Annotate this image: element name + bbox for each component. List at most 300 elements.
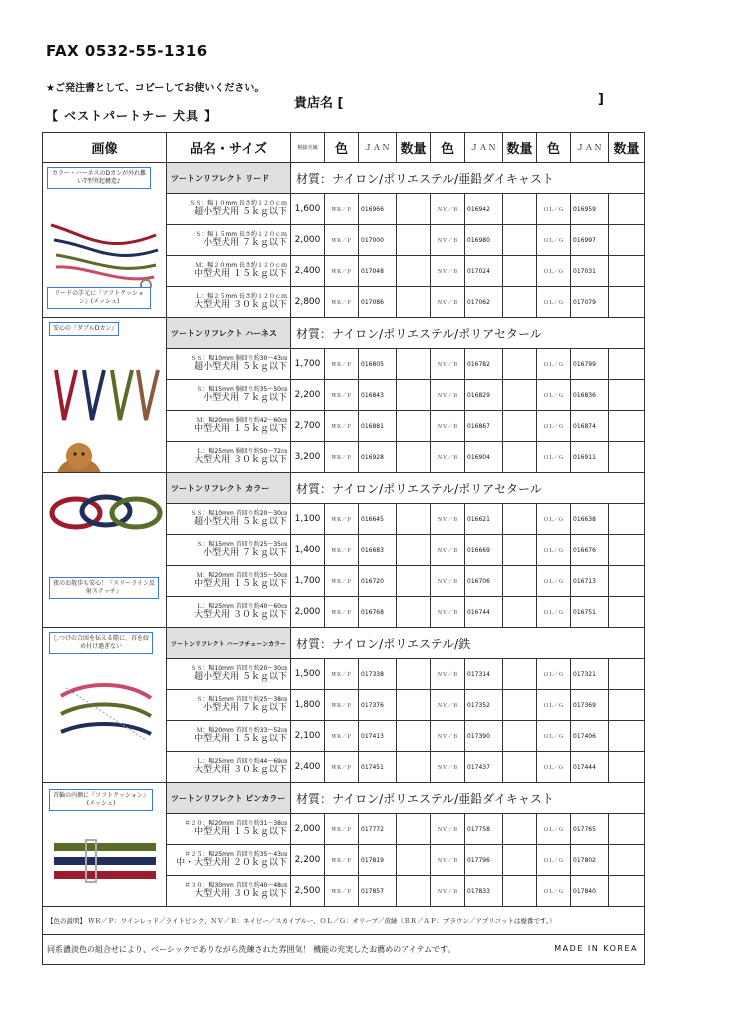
quantity-cell[interactable] <box>503 256 537 287</box>
quantity-cell[interactable] <box>503 380 537 411</box>
price-cell: 1,600 <box>291 194 325 225</box>
size-spec: Ｍ：幅２０mm 長さ約１２０ｃｍ <box>195 262 287 269</box>
product-material: 材質：ナイロン/ポリエステル/ポリアセタール <box>291 473 645 504</box>
price-cell: 2,000 <box>291 814 325 845</box>
size-cell <box>167 256 291 287</box>
quantity-cell[interactable] <box>503 876 537 907</box>
size-spec: ＳＳ：幅10mm 胴回り約30～43㎝ <box>190 355 287 362</box>
size-spec: Ｍ：幅20mm 胴回り約42～60㎝ <box>196 417 287 424</box>
jan-code-cell: 017413 <box>359 721 397 752</box>
product-material: 材質：ナイロン/ポリエステル/亜鉛ダイキャスト <box>291 163 645 194</box>
price-cell: 1,700 <box>291 566 325 597</box>
price-cell: 2,100 <box>291 721 325 752</box>
price-cell: 1,100 <box>291 504 325 535</box>
dog-size: 超小型犬用 ５ｋｇ以下 <box>194 362 287 373</box>
size-cell <box>167 225 291 256</box>
color-code-cell: ＮＶ／Ｂ <box>431 721 465 752</box>
size-cell <box>167 194 291 225</box>
col-image: 画像 <box>43 133 167 163</box>
size-cell <box>167 566 291 597</box>
quantity-cell[interactable] <box>503 411 537 442</box>
quantity-cell[interactable] <box>397 380 431 411</box>
jan-code-cell: 016744 <box>465 597 503 628</box>
dog-size: 中型犬用 １５ｋｇ以下 <box>194 269 287 280</box>
col-name-size: 品名・サイズ <box>167 133 291 163</box>
jan-code-cell: 016904 <box>465 442 503 473</box>
color-note: 【色の説明】 ＷＲ／Ｐ：ワインレッド／ライトピンク、ＮＶ／Ｂ：ネイビー／スカイブルー、ＯＬ／Ｇ：オリーブ／黄緑（ＢＲ／ＡＰ：ブラウン／アプリコットは廃番です。） <box>43 907 645 935</box>
col-qty-1: 数量 <box>397 133 431 163</box>
color-code-cell: ＯＬ／Ｇ <box>537 287 571 318</box>
price-cell: 1,500 <box>291 659 325 690</box>
price-cell: 1,700 <box>291 349 325 380</box>
jan-code-cell: 016676 <box>571 535 609 566</box>
quantity-cell[interactable] <box>397 814 431 845</box>
price-cell: 2,200 <box>291 380 325 411</box>
quantity-cell[interactable] <box>397 659 431 690</box>
color-code-cell: ＷＲ／Ｐ <box>325 690 359 721</box>
color-code-cell: ＮＶ／Ｂ <box>431 225 465 256</box>
jan-code-cell: 016751 <box>571 597 609 628</box>
jan-code-cell: 016713 <box>571 566 609 597</box>
jan-code-cell: 017796 <box>465 845 503 876</box>
col-jan-1: ＪＡＮ <box>359 133 397 163</box>
quantity-cell[interactable] <box>397 721 431 752</box>
color-code-cell: ＯＬ／Ｇ <box>537 380 571 411</box>
description-row <box>43 935 645 965</box>
jan-code-cell: 017079 <box>571 287 609 318</box>
jan-code-cell: 017000 <box>359 225 397 256</box>
color-code-cell: ＷＲ／Ｐ <box>325 349 359 380</box>
color-code-cell: ＷＲ／Ｐ <box>325 597 359 628</box>
price-cell: 2,200 <box>291 845 325 876</box>
jan-code-cell: 016669 <box>465 535 503 566</box>
jan-code-cell: 017833 <box>465 876 503 907</box>
product-image-cell <box>43 163 167 318</box>
jan-code-cell: 017444 <box>571 752 609 783</box>
product-image-cell <box>43 628 167 783</box>
quantity-cell[interactable] <box>609 690 645 721</box>
jan-code-cell: 016805 <box>359 349 397 380</box>
collar-product-image <box>46 483 164 543</box>
quantity-cell[interactable] <box>609 659 645 690</box>
quantity-cell[interactable] <box>397 845 431 876</box>
col-qty-2: 数量 <box>503 133 537 163</box>
quantity-cell[interactable] <box>397 225 431 256</box>
description-cell <box>43 935 645 965</box>
size-cell <box>167 442 291 473</box>
size-spec: ＃２５：幅25mm 首回り約35～43㎝ <box>184 851 287 858</box>
size-cell <box>167 597 291 628</box>
color-code-cell: ＯＬ／Ｇ <box>537 721 571 752</box>
color-code-cell: ＯＬ／Ｇ <box>537 814 571 845</box>
color-code-cell: ＮＶ／Ｂ <box>431 442 465 473</box>
jan-code-cell: 017390 <box>465 721 503 752</box>
color-code-cell: ＯＬ／Ｇ <box>537 752 571 783</box>
quantity-cell[interactable] <box>397 690 431 721</box>
color-code-cell: ＮＶ／Ｂ <box>431 287 465 318</box>
quantity-cell[interactable] <box>397 752 431 783</box>
product-caption: リードの手元に『ソフトクッション』(メッシュ) <box>47 287 151 309</box>
product-material: 材質：ナイロン/ポリエステル/亜鉛ダイキャスト <box>291 783 645 814</box>
col-color-1: 色 <box>325 133 359 163</box>
jan-code-cell: 017062 <box>465 287 503 318</box>
size-cell <box>167 349 291 380</box>
quantity-cell[interactable] <box>609 411 645 442</box>
jan-code-cell: 016997 <box>571 225 609 256</box>
product-caption: 安心の『ダブルDカン』 <box>49 322 119 336</box>
size-cell <box>167 535 291 566</box>
color-code-cell: ＯＬ／Ｇ <box>537 411 571 442</box>
quantity-cell[interactable] <box>397 411 431 442</box>
size-cell <box>167 380 291 411</box>
product-material: 材質：ナイロン/ポリエステル/鉄 <box>291 628 645 659</box>
size-spec: Ｓ：幅15mm 首回り約25～38㎝ <box>196 696 287 703</box>
jan-code-cell: 017765 <box>571 814 609 845</box>
color-code-cell: ＷＲ／Ｐ <box>325 659 359 690</box>
quantity-cell[interactable] <box>609 194 645 225</box>
quantity-cell[interactable] <box>609 721 645 752</box>
color-code-cell: ＷＲ／Ｐ <box>325 380 359 411</box>
product-caption: しつけの合図を伝える際に、首を絞め付け過ぎない <box>49 632 153 654</box>
size-spec: Ｓ：幅15mm 胴回り約35～50㎝ <box>196 386 287 393</box>
col-price: 税抜売価 <box>291 133 325 163</box>
jan-code-cell: 016706 <box>465 566 503 597</box>
dog-size: 小型犬用 ７ｋｇ以下 <box>203 703 287 714</box>
size-spec: Ｌ：幅２５mm 長さ約１２０ｃｍ <box>195 293 287 300</box>
jan-code-cell: 016836 <box>571 380 609 411</box>
size-spec: Ｌ：幅25mm 首回り約44～69㎝ <box>196 758 287 765</box>
half-chain-collar-image <box>46 676 164 746</box>
col-color-2: 色 <box>431 133 465 163</box>
product-name: ツートンリフレクト ハーフチェーンカラー <box>167 628 291 659</box>
quantity-cell[interactable] <box>503 659 537 690</box>
jan-code-cell: 016720 <box>359 566 397 597</box>
color-code-cell: ＯＬ／Ｇ <box>537 845 571 876</box>
product-name: ツートンリフレクト カラー <box>167 473 291 504</box>
color-code-cell: ＮＶ／Ｂ <box>431 597 465 628</box>
quantity-cell[interactable] <box>503 349 537 380</box>
jan-code-cell: 017802 <box>571 845 609 876</box>
quantity-cell[interactable] <box>503 535 537 566</box>
color-code-cell: ＮＶ／Ｂ <box>431 380 465 411</box>
jan-code-cell: 017772 <box>359 814 397 845</box>
size-cell <box>167 287 291 318</box>
size-spec: Ｍ：幅20mm 首回り約35～50㎝ <box>196 572 287 579</box>
jan-code-cell: 016799 <box>571 349 609 380</box>
jan-code-cell: 017819 <box>359 845 397 876</box>
size-spec: ＃３０：幅30mm 首回り約40～48㎝ <box>184 882 287 889</box>
color-code-cell: ＯＬ／Ｇ <box>537 504 571 535</box>
price-cell: 2,500 <box>291 876 325 907</box>
quantity-cell[interactable] <box>397 535 431 566</box>
jan-code-cell: 016911 <box>571 442 609 473</box>
order-note: ★ご発注書として、コピーしてお使いください。 <box>46 83 265 94</box>
color-code-cell: ＮＶ／Ｂ <box>431 566 465 597</box>
product-name: ツートンリフレクト ハーネス <box>167 318 291 349</box>
quantity-cell[interactable] <box>609 597 645 628</box>
quantity-cell[interactable] <box>609 380 645 411</box>
jan-code-cell: 016768 <box>359 597 397 628</box>
color-code-cell: ＷＲ／Ｐ <box>325 411 359 442</box>
color-code-cell: ＯＬ／Ｇ <box>537 566 571 597</box>
jan-code-cell: 017031 <box>571 256 609 287</box>
quantity-cell[interactable] <box>397 287 431 318</box>
color-code-cell: ＮＶ／Ｂ <box>431 814 465 845</box>
product-caption: カラー・ハーネスのDカンが外れ難いT型突起構造♪ <box>47 167 151 189</box>
shop-name-close: ] <box>598 92 604 107</box>
size-spec: ＳＳ：幅１０mm 長さ約１２０ｃｍ <box>189 200 287 207</box>
color-code-cell: ＮＶ／Ｂ <box>431 256 465 287</box>
color-code-cell: ＷＲ／Ｐ <box>325 256 359 287</box>
product-image-cell <box>43 783 167 907</box>
price-cell: 2,000 <box>291 597 325 628</box>
size-spec: Ｓ：幅１５mm 長さ約１２０ｃｍ <box>195 231 287 238</box>
dog-size: 大型犬用 ３０ｋｇ以下 <box>194 300 287 311</box>
jan-code-cell: 017437 <box>465 752 503 783</box>
shop-name-label: 貴店名 [ <box>294 96 344 111</box>
quantity-cell[interactable] <box>609 535 645 566</box>
header-row <box>43 133 645 163</box>
price-cell: 2,700 <box>291 411 325 442</box>
quantity-cell[interactable] <box>609 442 645 473</box>
size-spec: Ｍ：幅20mm 首回り約33～52㎝ <box>196 727 287 734</box>
size-cell <box>167 752 291 783</box>
color-code-cell: ＮＶ／Ｂ <box>431 845 465 876</box>
category-title: 【 ベストパートナー 犬具 】 <box>46 109 218 123</box>
product-name-row <box>43 473 645 504</box>
quantity-cell[interactable] <box>397 504 431 535</box>
jan-code-cell: 017321 <box>571 659 609 690</box>
jan-code-cell: 017024 <box>465 256 503 287</box>
color-code-cell: ＯＬ／Ｇ <box>537 349 571 380</box>
quantity-cell[interactable] <box>609 752 645 783</box>
price-cell: 3,200 <box>291 442 325 473</box>
jan-code-cell: 016980 <box>465 225 503 256</box>
color-code-cell: ＯＬ／Ｇ <box>537 194 571 225</box>
jan-code-cell: 016959 <box>571 194 609 225</box>
quantity-cell[interactable] <box>503 690 537 721</box>
jan-code-cell: 016966 <box>359 194 397 225</box>
dog-size: 大型犬用 ３０ｋｇ以下 <box>194 610 287 621</box>
quantity-cell[interactable] <box>397 194 431 225</box>
price-cell: 2,800 <box>291 287 325 318</box>
jan-code-cell: 017376 <box>359 690 397 721</box>
size-cell <box>167 876 291 907</box>
size-cell <box>167 690 291 721</box>
quantity-cell[interactable] <box>503 287 537 318</box>
col-jan-3: ＪＡＮ <box>571 133 609 163</box>
jan-code-cell: 016683 <box>359 535 397 566</box>
jan-code-cell: 017086 <box>359 287 397 318</box>
dog-size: 中型犬用 １５ｋｇ以下 <box>194 424 287 435</box>
dog-size: 小型犬用 ７ｋｇ以下 <box>203 393 287 404</box>
fax-number: FAX 0532-55-1316 <box>46 42 208 60</box>
color-note-row <box>43 907 645 935</box>
jan-code-cell: 017451 <box>359 752 397 783</box>
jan-code-cell: 016881 <box>359 411 397 442</box>
jan-code-cell: 017857 <box>359 876 397 907</box>
color-code-cell: ＷＲ／Ｐ <box>325 225 359 256</box>
jan-code-cell: 016638 <box>571 504 609 535</box>
jan-code-cell: 017338 <box>359 659 397 690</box>
jan-code-cell: 017840 <box>571 876 609 907</box>
price-cell: 1,400 <box>291 535 325 566</box>
size-cell <box>167 659 291 690</box>
jan-code-cell: 016843 <box>359 380 397 411</box>
color-code-cell: ＮＶ／Ｂ <box>431 659 465 690</box>
color-code-cell: ＮＶ／Ｂ <box>431 690 465 721</box>
color-code-cell: ＯＬ／Ｇ <box>537 659 571 690</box>
dog-size: 超小型犬用 ５ｋｇ以下 <box>194 517 287 528</box>
color-code-cell: ＷＲ／Ｐ <box>325 566 359 597</box>
dog-size: 超小型犬用 ５ｋｇ以下 <box>194 672 287 683</box>
quantity-cell[interactable] <box>503 752 537 783</box>
jan-code-cell: 016782 <box>465 349 503 380</box>
quantity-cell[interactable] <box>609 256 645 287</box>
price-cell: 2,400 <box>291 256 325 287</box>
dog-photo <box>49 438 109 473</box>
col-jan-2: ＪＡＮ <box>465 133 503 163</box>
quantity-cell[interactable] <box>609 845 645 876</box>
jan-code-cell: 016928 <box>359 442 397 473</box>
quantity-cell[interactable] <box>397 876 431 907</box>
color-code-cell: ＮＶ／Ｂ <box>431 752 465 783</box>
size-cell <box>167 845 291 876</box>
col-color-3: 色 <box>537 133 571 163</box>
quantity-cell[interactable] <box>503 845 537 876</box>
quantity-cell[interactable] <box>609 566 645 597</box>
product-caption: 首輪の内側に『ソフトクッション』(メッシュ) <box>49 789 153 811</box>
price-cell: 2,000 <box>291 225 325 256</box>
price-cell: 2,400 <box>291 752 325 783</box>
quantity-cell[interactable] <box>503 597 537 628</box>
color-code-cell: ＯＬ／Ｇ <box>537 597 571 628</box>
jan-code-cell: 017314 <box>465 659 503 690</box>
quantity-cell[interactable] <box>503 504 537 535</box>
product-caption: 夜のお散歩も安心！『スリーライン反射ステッチ』 <box>49 577 159 599</box>
color-code-cell: ＷＲ／Ｐ <box>325 442 359 473</box>
dog-size: 大型犬用 ３０ｋｇ以下 <box>194 889 287 900</box>
color-code-cell: ＮＶ／Ｂ <box>431 194 465 225</box>
quantity-cell[interactable] <box>609 814 645 845</box>
color-code-cell: ＷＲ／Ｐ <box>325 535 359 566</box>
color-code-cell: ＮＶ／Ｂ <box>431 504 465 535</box>
quantity-cell[interactable] <box>503 442 537 473</box>
jan-code-cell: 016645 <box>359 504 397 535</box>
dog-size: 中・大型犬用 ２０ｋｇ以下 <box>176 858 287 869</box>
quantity-cell[interactable] <box>503 194 537 225</box>
quantity-cell[interactable] <box>397 442 431 473</box>
jan-code-cell: 016829 <box>465 380 503 411</box>
color-code-cell: ＯＬ／Ｇ <box>537 876 571 907</box>
color-code-cell: ＷＲ／Ｐ <box>325 845 359 876</box>
size-cell <box>167 814 291 845</box>
product-name: ツートンリフレクト ピンカラー <box>167 783 291 814</box>
size-spec: ＳＳ：幅10mm 首回り約20～30㎝ <box>190 510 287 517</box>
dog-size: 中型犬用 １５ｋｇ以下 <box>194 579 287 590</box>
jan-code-cell: 016621 <box>465 504 503 535</box>
color-code-cell: ＯＬ／Ｇ <box>537 690 571 721</box>
dog-size: 大型犬用 ３０ｋｇ以下 <box>194 455 287 466</box>
product-name: ツートンリフレクト リード <box>167 163 291 194</box>
quantity-cell[interactable] <box>503 566 537 597</box>
size-cell <box>167 504 291 535</box>
product-name-row <box>43 318 645 349</box>
dog-size: 小型犬用 ７ｋｇ以下 <box>203 548 287 559</box>
dog-size: 小型犬用 ７ｋｇ以下 <box>203 238 287 249</box>
product-name-row <box>43 783 645 814</box>
size-spec: ＃２０：幅20mm 首回り約31～38㎝ <box>184 820 287 827</box>
color-code-cell: ＷＲ／Ｐ <box>325 194 359 225</box>
jan-code-cell: 016874 <box>571 411 609 442</box>
color-code-cell: ＷＲ／Ｐ <box>325 721 359 752</box>
quantity-cell[interactable] <box>503 721 537 752</box>
quantity-cell[interactable] <box>503 814 537 845</box>
jan-code-cell: 016867 <box>465 411 503 442</box>
color-code-cell: ＷＲ／Ｐ <box>325 814 359 845</box>
size-cell <box>167 411 291 442</box>
pin-collar-image <box>46 835 164 885</box>
product-name-row <box>43 163 645 194</box>
product-name-row <box>43 628 645 659</box>
size-spec: Ｓ：幅15mm 首回り約25～35㎝ <box>196 541 287 548</box>
color-code-cell: ＷＲ／Ｐ <box>325 876 359 907</box>
size-spec: Ｌ：幅25mm 首回り約40～60㎝ <box>196 603 287 610</box>
color-code-cell: ＷＲ／Ｐ <box>325 752 359 783</box>
quantity-cell[interactable] <box>397 597 431 628</box>
color-code-cell: ＯＬ／Ｇ <box>537 535 571 566</box>
color-code-cell: ＮＶ／Ｂ <box>431 411 465 442</box>
jan-code-cell: 017406 <box>571 721 609 752</box>
quantity-cell[interactable] <box>609 349 645 380</box>
quantity-cell[interactable] <box>609 504 645 535</box>
col-qty-3: 数量 <box>609 133 645 163</box>
quantity-cell[interactable] <box>397 566 431 597</box>
made-in-label: MADE IN KOREA <box>554 944 638 953</box>
color-code-cell: ＷＲ／Ｐ <box>325 287 359 318</box>
price-cell: 1,800 <box>291 690 325 721</box>
color-code-cell: ＮＶ／Ｂ <box>431 876 465 907</box>
color-code-cell: ＷＲ／Ｐ <box>325 504 359 535</box>
dog-size: 中型犬用 １５ｋｇ以下 <box>194 734 287 745</box>
quantity-cell[interactable] <box>609 876 645 907</box>
quantity-cell[interactable] <box>397 349 431 380</box>
jan-code-cell: 017758 <box>465 814 503 845</box>
color-code-cell: ＮＶ／Ｂ <box>431 535 465 566</box>
size-spec: Ｌ：幅25mm 胴回り約50～72㎝ <box>196 448 287 455</box>
product-material: 材質：ナイロン/ポリエステル/ポリアセタール <box>291 318 645 349</box>
jan-code-cell: 017369 <box>571 690 609 721</box>
quantity-cell[interactable] <box>609 225 645 256</box>
quantity-cell[interactable] <box>397 256 431 287</box>
color-code-cell: ＯＬ／Ｇ <box>537 256 571 287</box>
product-image-cell <box>43 318 167 473</box>
color-code-cell: ＯＬ／Ｇ <box>537 225 571 256</box>
jan-code-cell: 016942 <box>465 194 503 225</box>
dog-size: 中型犬用 １５ｋｇ以下 <box>194 827 287 838</box>
dog-size: 超小型犬用 ５ｋｇ以下 <box>194 207 287 218</box>
harness-product-image <box>46 360 164 430</box>
jan-code-cell: 017048 <box>359 256 397 287</box>
product-image-cell <box>43 473 167 628</box>
color-code-cell: ＯＬ／Ｇ <box>537 442 571 473</box>
description-text: 同系濃淡色の組合せにより、ベーシックでありながら洗練された雰囲気！ 機能の充実したお薦めのアイテムです。 <box>47 945 456 954</box>
quantity-cell[interactable] <box>503 225 537 256</box>
jan-code-cell: 017352 <box>465 690 503 721</box>
dog-size: 大型犬用 ３０ｋｇ以下 <box>194 765 287 776</box>
color-code-cell: ＮＶ／Ｂ <box>431 349 465 380</box>
quantity-cell[interactable] <box>609 287 645 318</box>
